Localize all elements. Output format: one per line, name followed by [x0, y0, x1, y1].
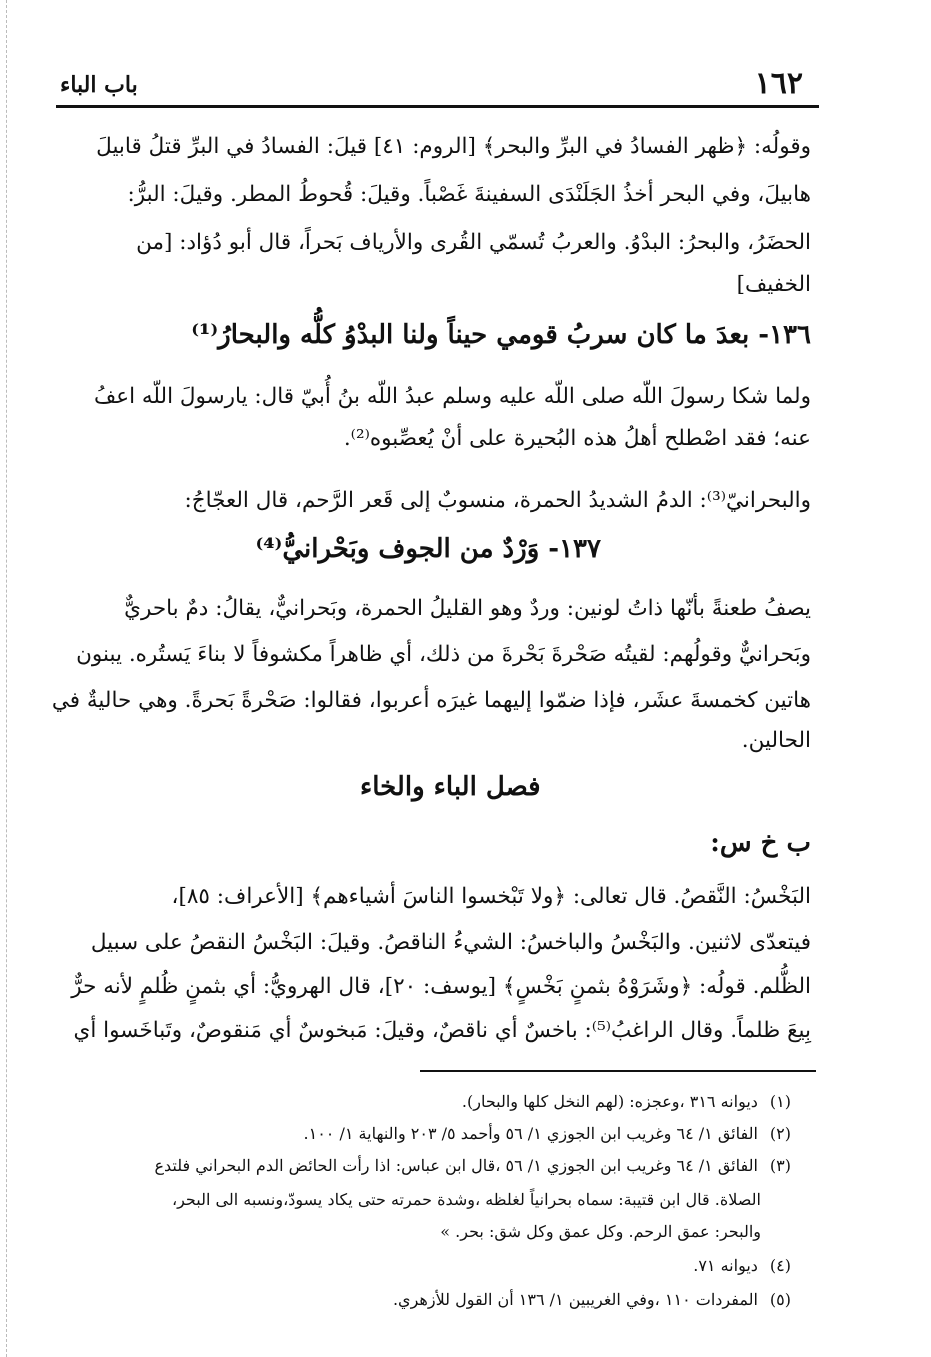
verse-137: ١٣٧- وَرْدٌ من الجوف وبَحْرانيُّ⁽⁴⁾ — [255, 534, 601, 564]
body-line: هابيلَ، وفي البحر أخذُ الجَلَنْدَى السفينةَ غَصْباً. وقيلَ: قُحوطُ المطر. وقيلَ: البرُّ: — [127, 182, 811, 207]
footnote-rule — [420, 1070, 816, 1072]
chapter-title: باب الباء — [60, 72, 138, 98]
footnote-continuation: الصلاة. قال ابن قتيبة: سماه بحرانياً لغلظه ،وشدة حمرته حتى يكاد يسودّ،ونسبه الى البحر، — [171, 1190, 761, 1209]
page-number: ١٦٢ — [754, 66, 803, 101]
footnote-text: ديوانه ٧١. — [693, 1256, 758, 1275]
footnote-number: (٤) — [769, 1256, 791, 1275]
footnote — [462, 1086, 791, 1118]
body-line: هاتين كخمسةَ عشَر، فإذا ضمّوا إليهما غيرَه أعربوا، فقالوا: صَحْرةً بَحرةً. وهي حاليةٌ في — [51, 688, 811, 713]
footnote-number: (٥) — [769, 1290, 791, 1309]
body-line: البَخْسُ: النَّقصُ. قال تعالى: ﴿ولا تَبْخسوا الناسَ أشياءهم﴾ [الأعراف: ٨٥]، — [171, 884, 811, 909]
body-line: وبَحرانيٌّ وقولُهم: لقيتُه صَحْرةَ بَحْرةَ من ذلك، أي ظاهراً مكشوفاً لا بناءَ يَستُره. يبنون — [76, 642, 811, 667]
footnote-continuation: والبحر: عمق الرحم. وكل عمق وكل شق: بحر. » — [440, 1222, 761, 1241]
footnote-text: الفائق ١/ ٦٤ وغريب ابن الجوزي ١/ ٥٦ وأحمد ٥/ ٢٠٣ والنهاية ١/ ١٠٠. — [303, 1124, 758, 1143]
body-line: يصفُ طعنةً بأنّها ذاتُ لونين: وردٌ وهو القليلُ الحمرة، وبَحرانيٌّ، يقالُ: دمٌ باحريٌّ — [124, 596, 811, 621]
verse-136: ١٣٦- بعدَ ما كان سربُ قومي حيناً ولنا البدْوُ كلُّه والبحارُ⁽¹⁾ — [191, 320, 811, 350]
footnote — [154, 1150, 791, 1182]
body-line: الحضَرُ، والبحرُ: البدْوُ. والعربُ تُسمّي القُرى والأرياف بَحراً، قال أبو دُؤاد: [من — [136, 230, 811, 255]
footnote-text: الفائق ١/ ٦٤ وغريب ابن الجوزي ١/ ٥٦ ،قال ابن عباس: اذا رأت الحائض الدم البحراني فلتدع — [154, 1156, 758, 1175]
running-header — [0, 66, 931, 106]
section-title: فصل الباء والخاء — [360, 772, 541, 802]
scan-margin-line — [6, 0, 8, 1357]
header-rule — [56, 105, 819, 108]
body-line: بِيعَ ظلماً. وقال الراغبُ⁽⁵⁾: باخسٌ أي ناقصٌ، وقيلَ: مَبخوسٌ أي مَنقوصٌ، وتَباخَسوا أي — [73, 1018, 811, 1043]
footnote — [693, 1250, 791, 1282]
body-line: والبحرانيّ⁽³⁾: الدمُ الشديدُ الحمرة، منسوبٌ إلى قَعر الرَّحم، قال العجّاجُ: — [184, 488, 811, 513]
body-line: الظُّلم. قولُه: ﴿وشَرَوْهُ بثمنٍ بَخْسٍ﴾ [يوسف: ٢٠]، قال الهرويُّ: أي بثمنٍ ظُلمٍ لأنه حرٌّ — [71, 974, 811, 999]
body-line: الخفيف] — [736, 272, 811, 297]
footnote-number: (١) — [769, 1092, 791, 1111]
body-line: فيتعدّى لاثنين. والبَخْسُ والباخسُ: الشيءُ الناقصُ. وقيلَ: البَخْسُ النقصُ على سبيل — [90, 930, 811, 955]
footnote-number: (٣) — [769, 1156, 791, 1175]
body-line: الحالين. — [741, 728, 811, 753]
footnote-text: ديوانه ٣١٦ ،وعجزه: (لهم النخل كلها والبحار). — [461, 1092, 758, 1111]
footnote — [393, 1284, 791, 1316]
root-heading: ب خ س: — [710, 828, 811, 858]
body-line: وقولُه: ﴿ظهر الفسادُ في البرِّ والبحر﴾ [الروم: ٤١] قيلَ: الفسادُ في البرِّ قتلُ قابيلَ — [96, 134, 811, 159]
footnote-text: المفردات ١١٠ ،وفي الغريبين ١/ ١٣٦ أن القول للأزهري. — [392, 1290, 758, 1309]
body-line: ولما شكا رسولَ اللّه صلى اللّه عليه وسلم عبدُ اللّه بنُ أُبيّ قال: يارسولَ اللّه اعفُ — [94, 384, 811, 409]
body-line: عنه؛ فقد اصْطلح أهلُ هذه البُحيرة على أنْ يُعصِّبوه⁽²⁾. — [343, 426, 811, 451]
footnote-number: (٢) — [769, 1124, 791, 1143]
footnote — [304, 1118, 792, 1150]
